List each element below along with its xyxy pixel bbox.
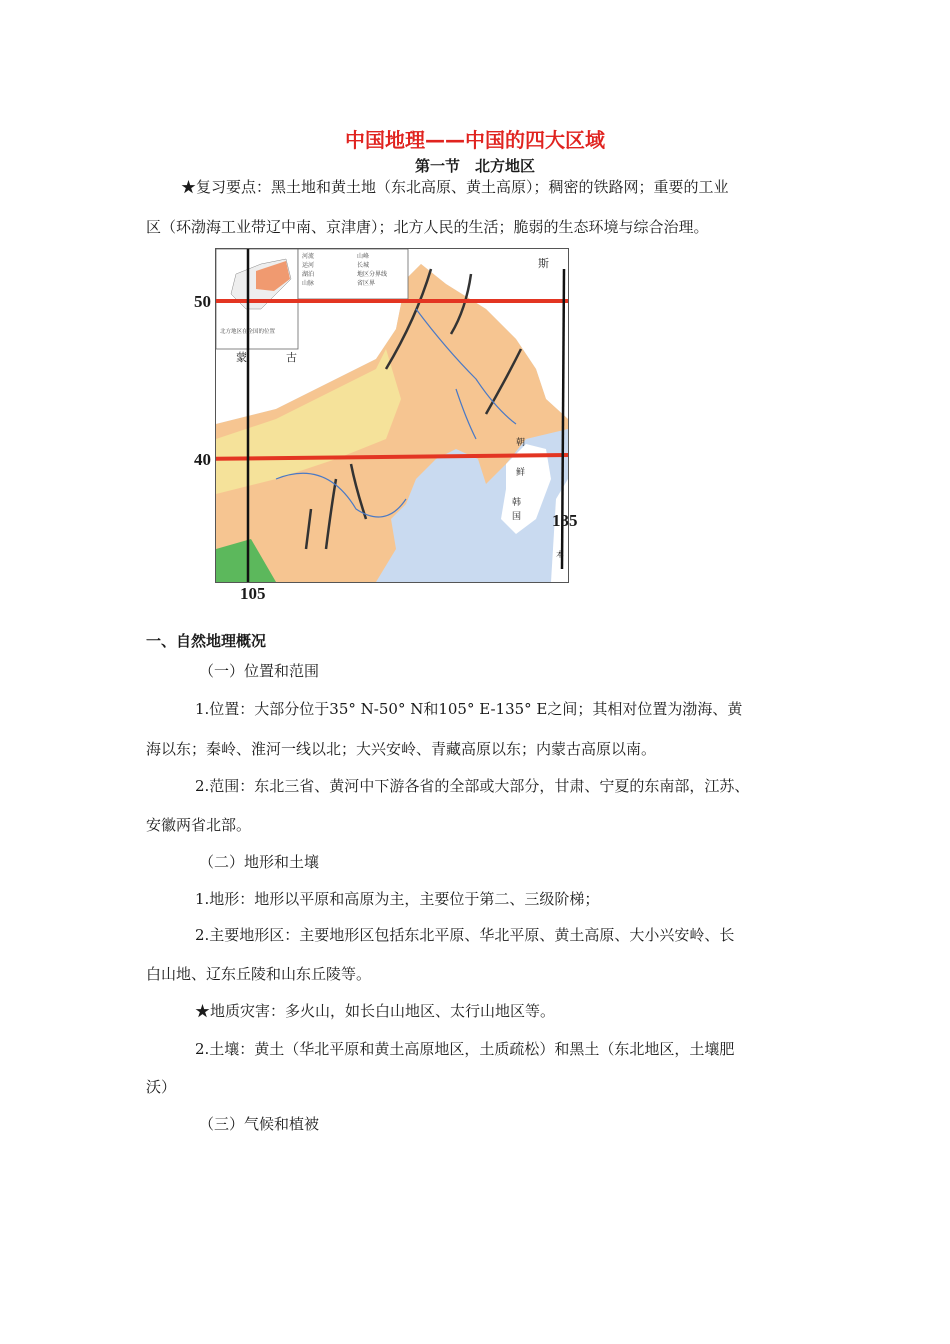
map-drawing xyxy=(216,249,568,582)
paragraph-location-line1: 1.位置：大部分位于35° N-50° N和105° E-135° E之间；其相对位置为渤海、黄 xyxy=(195,700,743,718)
legend-item: 省区界 xyxy=(357,280,376,287)
paragraph-disasters: ★地质灾害：多火山，如长白山地区、太行山地区等。 xyxy=(195,1002,556,1020)
label-mongolia-2: 古 xyxy=(286,351,297,364)
legend-item: 河流 xyxy=(302,253,315,260)
paragraph-location-line2: 海以东；秦岭、淮河一线以北；大兴安岭、青藏高原以东；内蒙古高原以南。 xyxy=(146,740,657,758)
label-japan: 本 xyxy=(556,550,564,559)
lon-label-135: 135 xyxy=(552,511,578,530)
review-points-line2: 区（环渤海工业带辽中南、京津唐）；北方人民的生活；脆弱的生态环境与综合治理。 xyxy=(146,218,709,236)
inset-caption: 北方地区在全国的位置 xyxy=(220,329,276,335)
section-heading: 一、自然地理概况 xyxy=(146,632,267,650)
paragraph-soil-line2: 沃） xyxy=(146,1078,177,1096)
label-korea-2: 鲜 xyxy=(516,468,526,478)
label-korea-4: 国 xyxy=(512,512,522,522)
paragraph-landforms-line2: 白山地、辽东丘陵和山东丘陵等。 xyxy=(146,965,372,983)
north-region-map xyxy=(215,248,569,583)
legend-item: 长城 xyxy=(357,262,370,269)
paragraph-terrain: 1.地形：地形以平原和高原为主，主要位于第二、三级阶梯； xyxy=(195,890,600,908)
legend-item: 湖泊 xyxy=(302,271,315,278)
label-mongolia-1: 蒙 xyxy=(236,351,247,364)
paragraph-landforms-line1: 2.主要地形区：主要地形区包括东北平原、华北平原、黄土高原、大小兴安岭、长 xyxy=(195,926,735,944)
section-subtitle: 第一节 北方地区 xyxy=(414,157,535,175)
subheading-location: （一）位置和范围 xyxy=(199,662,320,680)
paragraph-scope-line2: 安徽两省北部。 xyxy=(146,816,252,834)
lat-label-50: 50 xyxy=(194,292,211,311)
review-points-line1: ★复习要点：黑土地和黄土地（东北高原、黄土高原）；稠密的铁路网；重要的工业 xyxy=(181,178,729,196)
subheading-terrain: （二）地形和土壤 xyxy=(199,853,320,871)
lat-label-40: 40 xyxy=(194,450,211,469)
legend-item: 地区分界线 xyxy=(357,271,388,278)
legend-items xyxy=(302,252,406,288)
label-russia: 斯 xyxy=(538,257,549,270)
legend-item: 运河 xyxy=(302,262,315,269)
subheading-climate: （三）气候和植被 xyxy=(199,1115,320,1133)
paragraph-scope-line1: 2.范围：东北三省、黄河中下游各省的全部或大部分，甘肃、宁夏的东南部，江苏、 xyxy=(195,777,750,795)
legend-item: 山脉 xyxy=(302,280,315,287)
label-korea-3: 韩 xyxy=(512,498,522,508)
label-korea-1: 朝 xyxy=(516,438,526,448)
document-title: 中国地理——中国的四大区域 xyxy=(345,128,605,152)
legend-item: 山峰 xyxy=(357,253,370,260)
paragraph-soil-line1: 2.土壤：黄土（华北平原和黄土高原地区，土质疏松）和黑土（东北地区，土壤肥 xyxy=(195,1040,735,1058)
lon-label-105: 105 xyxy=(240,584,266,603)
